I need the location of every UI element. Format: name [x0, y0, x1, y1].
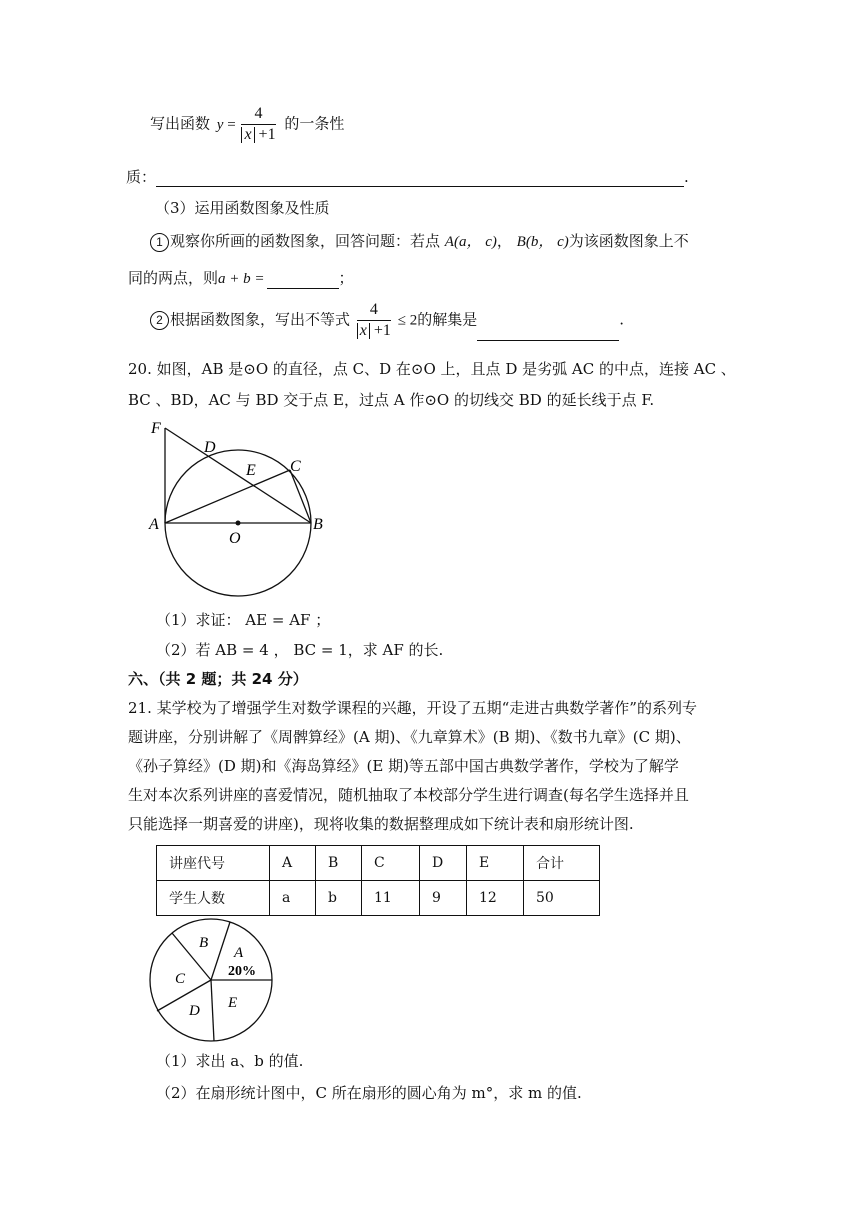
pie-divider: [211, 980, 214, 1041]
pie-chart: [148, 918, 278, 1048]
q19-property-answer-line: [126, 167, 689, 187]
pie-label-A: A: [234, 945, 244, 961]
chord-BC: [290, 470, 311, 523]
q19-item2-line: [150, 300, 624, 341]
q20-line2: BC 、BD，AC 与 BD 交于点 E，过点 A 作⊙O 的切线交 BD 的延长线于点 F.: [128, 391, 655, 409]
den-tail: +1: [254, 126, 276, 143]
q21-part1: （1）求出 a、b 的值.: [156, 1052, 304, 1070]
label-B: B: [313, 516, 323, 533]
table-cell: 合计: [524, 846, 600, 881]
pie-label-D: D: [189, 1003, 200, 1019]
circled-number-1: 1: [150, 233, 169, 252]
point-A-coords: (a， c): [453, 234, 497, 250]
table-cell: 学生人数: [157, 881, 270, 916]
label-A: A: [149, 516, 159, 533]
table-cell: 讲座代号: [157, 846, 270, 881]
property-label: 质：: [126, 168, 157, 186]
q20-part1: （1）求证： AE = AF ；: [156, 611, 331, 629]
table-cell: a: [270, 881, 316, 916]
line-FB: [165, 428, 311, 523]
abs-x: x: [241, 127, 254, 143]
function-expression: [217, 104, 278, 145]
fraction-numerator: 4: [241, 104, 275, 125]
ineq-sign: ≤ 2: [397, 312, 418, 329]
ineq-denominator: [357, 321, 391, 341]
point-A-label: A: [444, 234, 454, 250]
pie-label-C: C: [175, 971, 186, 987]
q21-line3: 《孙子算经》(D 期)和《海岛算经》(E 期)等五部中国古典数学著作，学校为了解学: [128, 757, 679, 775]
period: .: [684, 168, 689, 186]
inequality-fraction: [357, 300, 391, 341]
q21-line4: 生对本次系列讲座的喜爱情况，随机抽取了本校部分学生进行调查(每名学生选择并且: [128, 786, 689, 804]
circle-geometry-figure: [140, 415, 340, 605]
q19-item1-line2: [128, 268, 354, 289]
item1-tail: 为该函数图象上不: [568, 232, 689, 250]
q21-line2: 题讲座，分别讲解了《周髀算经》(A 期)、《九章算术》(B 期)、《数书九章》(C 期)、: [128, 728, 691, 746]
point-B-coords: (b， c): [525, 234, 569, 250]
solution-set-blank[interactable]: [477, 324, 619, 341]
table-cell: B: [316, 846, 362, 881]
q20-line1: 20. 如图，AB 是⊙O 的直径，点 C、D 在⊙O 上，且点 D 是劣弧 AC 的中点，连接 AC 、: [128, 360, 736, 378]
table-cell: 11: [362, 881, 420, 916]
q21-line1: 21. 某学校为了增强学生对数学课程的兴趣，开设了五期“走进古典数学著作”的系列专: [128, 699, 697, 717]
table-cell: E: [467, 846, 524, 881]
point-B-label: B: [516, 234, 526, 250]
table-cell: D: [420, 846, 467, 881]
pie-label-E: E: [228, 995, 238, 1011]
q20-part2: （2）若 AB = 4 ， BC = 1，求 AF 的长.: [156, 641, 444, 659]
equals-sign: =: [223, 116, 236, 133]
q21-part2: （2）在扇形统计图中，C 所在扇形的圆心角为 m°，求 m 的值.: [156, 1084, 582, 1102]
property-answer-blank[interactable]: [156, 170, 684, 187]
pie-label-A-percent: 20%: [228, 964, 256, 979]
q19-item1-line1: [150, 231, 689, 252]
ineq-abs-x: x: [357, 323, 370, 339]
circled-number-2: 2: [150, 311, 169, 330]
q19-prefix: 写出函数: [150, 114, 211, 133]
label-D: D: [204, 439, 216, 456]
table-cell: 12: [467, 881, 524, 916]
label-F: F: [151, 420, 161, 437]
q21-line5: 只能选择一期喜爱的讲座)，现将收集的数据整理成如下统计表和扇形统计图.: [128, 815, 634, 833]
item2-text: 根据函数图象，写出不等式: [170, 310, 351, 329]
q19-part3-title: （3）运用函数图象及性质: [155, 199, 330, 217]
var-y: y: [216, 116, 224, 133]
label-O: O: [229, 530, 241, 547]
ineq-den-tail: +1: [369, 322, 391, 339]
pie-label-B: B: [199, 935, 209, 951]
q19-suffix: 的一条性: [284, 114, 345, 133]
center-O-point: [236, 521, 241, 526]
section-six-heading: 六、（共 2 题；共 24 分）: [128, 670, 308, 688]
table-row: [157, 881, 600, 916]
label-E: E: [246, 462, 256, 479]
table-cell: A: [270, 846, 316, 881]
fraction-denominator: [241, 125, 275, 145]
sum-answer-blank[interactable]: [267, 272, 339, 289]
table-cell: C: [362, 846, 420, 881]
item1-line2-text: 同的两点，则: [128, 269, 219, 287]
lecture-stats-table: [156, 845, 600, 916]
ineq-numerator: 4: [357, 300, 391, 321]
sum-expression: a + b =: [218, 271, 265, 287]
table-cell: 9: [420, 881, 467, 916]
q19-property-line: [150, 104, 344, 145]
table-header-row: [157, 846, 600, 881]
semicolon: ；: [338, 269, 354, 287]
table-cell: 50: [524, 881, 600, 916]
item2-tail: 的解集是: [417, 310, 478, 329]
comma: ，: [496, 232, 512, 250]
fraction: [241, 104, 275, 145]
item1-text: 观察你所画的函数图象，回答问题：若点: [170, 232, 441, 250]
table-cell: b: [316, 881, 362, 916]
period: .: [619, 310, 624, 329]
label-C: C: [290, 458, 301, 475]
